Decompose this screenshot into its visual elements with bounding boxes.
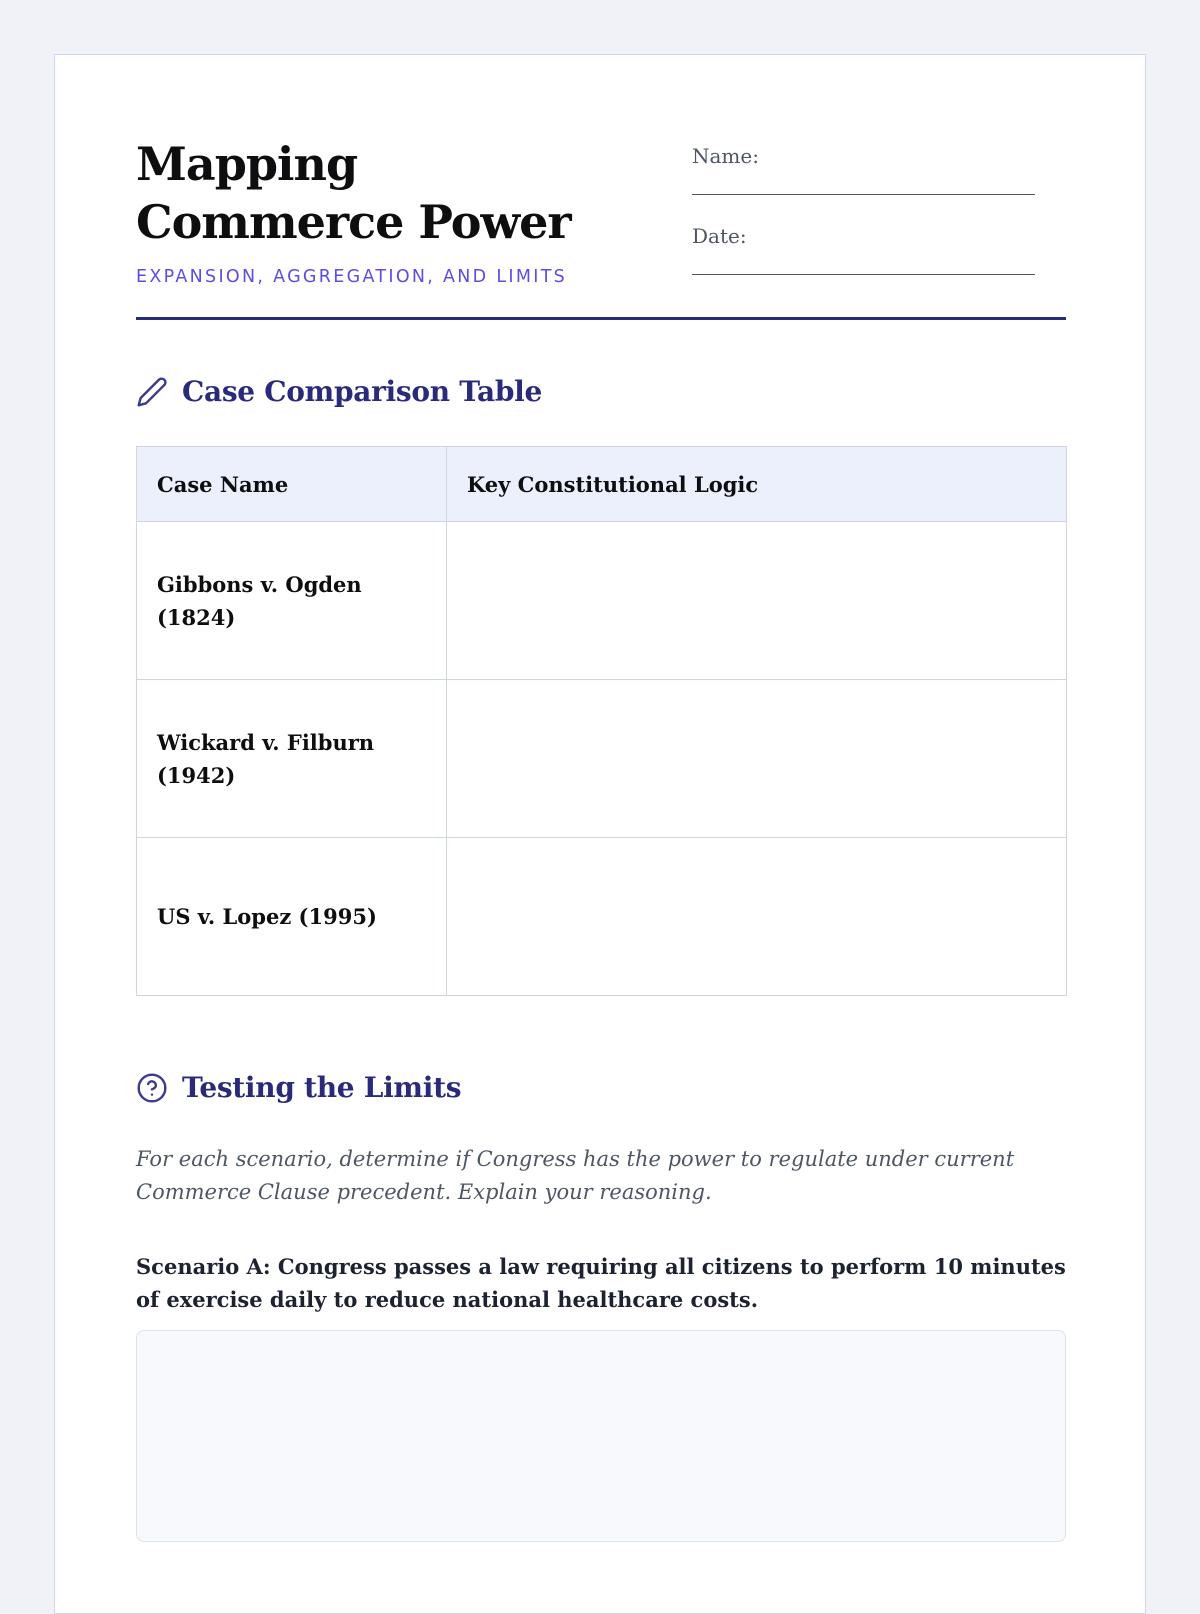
case-name-cell: Wickard v. Filburn (1942)	[137, 680, 447, 838]
table-row	[137, 522, 1067, 680]
name-field[interactable]	[692, 143, 1037, 223]
table-row	[137, 680, 1067, 838]
date-line[interactable]	[692, 274, 1035, 275]
case-name-cell: Gibbons v. Ogden (1824)	[137, 522, 447, 680]
key-logic-answer-cell[interactable]	[447, 680, 1067, 838]
name-label: Name:	[692, 144, 759, 168]
case-comparison-table	[136, 446, 1067, 996]
key-logic-answer-cell[interactable]	[447, 522, 1067, 680]
scenario-a-prompt: Scenario A: Congress passes a law requiring all citizens to perform 10 minutes of exercise daily to reduce national healthcare costs.	[136, 1254, 1066, 1312]
worksheet-page	[54, 54, 1146, 1614]
worksheet-header	[136, 55, 1066, 320]
section-title: Testing the Limits	[182, 1071, 462, 1104]
student-info	[692, 143, 1037, 303]
name-line[interactable]	[692, 194, 1035, 195]
date-label: Date:	[692, 224, 747, 248]
column-header-case-name: Case Name	[137, 447, 447, 522]
case-name-cell: US v. Lopez (1995)	[137, 838, 447, 996]
section-title: Case Comparison Table	[182, 375, 543, 408]
page-subtitle: EXPANSION, AGGREGATION, AND LIMITS	[136, 267, 568, 287]
question-circle-icon	[136, 1072, 168, 1104]
table-header-row	[137, 447, 1067, 522]
date-field[interactable]	[692, 223, 1037, 303]
column-header-key-logic: Key Constitutional Logic	[447, 447, 1067, 522]
pencil-icon	[136, 376, 168, 408]
scenario-a-answer-box[interactable]	[136, 1330, 1066, 1542]
instructions-text: For each scenario, determine if Congress has the power to regulate under current Commerce Clause precedent. Explain your reasoning.	[136, 1147, 1015, 1204]
case-comparison-heading	[136, 375, 542, 408]
table-row	[137, 838, 1067, 996]
worksheet-content	[136, 55, 1066, 1312]
key-logic-answer-cell[interactable]	[447, 838, 1067, 996]
testing-limits-heading	[136, 1071, 461, 1104]
page-title: Mapping Commerce Power	[136, 137, 571, 249]
